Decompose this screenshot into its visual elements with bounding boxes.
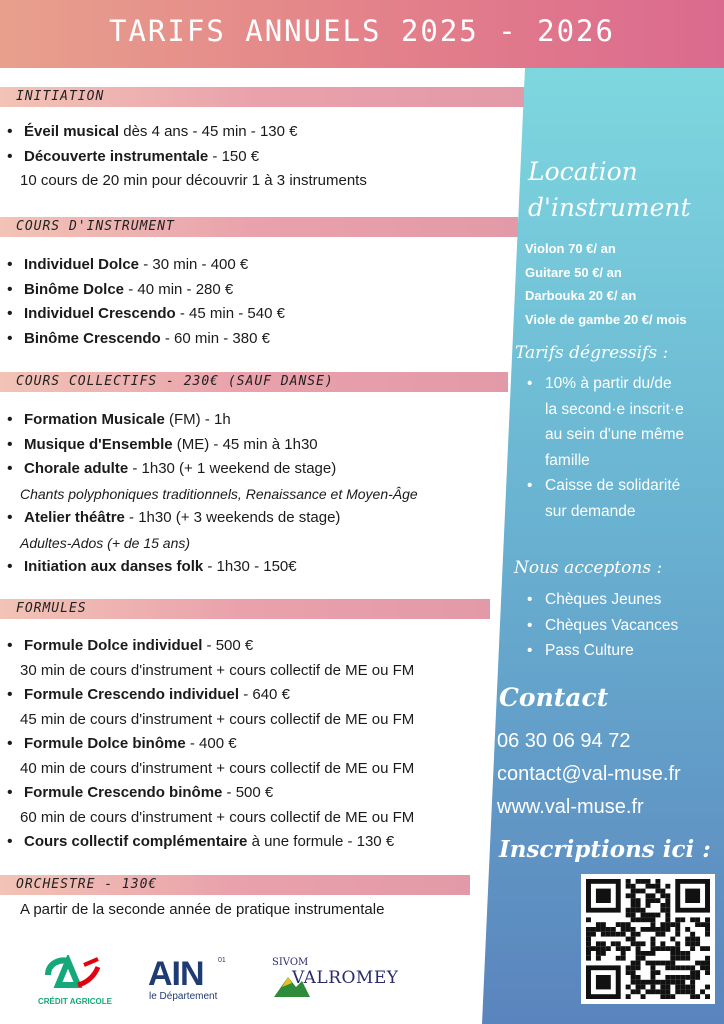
- list-item: • Musique d'Ensemble (ME) - 45 min à 1h30: [24, 433, 418, 458]
- list-item: • Atelier théâtre - 1h30 (+ 3 weekends de stage): [24, 506, 418, 531]
- ain-subtext: le Département: [149, 991, 218, 1002]
- list-item: • Individuel Dolce - 30 min - 400 €: [24, 253, 285, 278]
- section-bar-cours-collectifs: [0, 372, 508, 392]
- sivom-big-text: VALROMEY: [292, 968, 399, 988]
- list-item-note: Chants polyphoniques traditionnels, Renaissance et Moyen-Âge: [20, 485, 418, 502]
- list-item: • Formule Dolce binôme - 400 €: [24, 732, 414, 757]
- contact-email[interactable]: contact@val-muse.fr: [497, 763, 681, 785]
- credit-agricole-text: CRÉDIT AGRICOLE: [38, 997, 112, 1006]
- credit-agricole-logo: [38, 955, 118, 1005]
- list-item: Guitare 50 €/ an: [525, 264, 622, 280]
- ain-logo: [148, 955, 238, 1005]
- qr-code-icon: [586, 879, 710, 999]
- cours-collectifs-list: [20, 408, 418, 580]
- list-item-note: 30 min de cours d'instrument + cours collectif de ME ou FM: [20, 661, 415, 679]
- list-item: • 10% à partir du/de la second·e inscrit·e au sein d'une même famille: [522, 371, 684, 473]
- list-item-note: 40 min de cours d'instrument + cours collectif de ME ou FM: [20, 759, 415, 777]
- list-item: • Découverte instrumentale - 150 €: [24, 145, 367, 170]
- list-item: • Chèques Jeunes: [522, 587, 678, 613]
- list-item: • Pass Culture: [522, 638, 678, 664]
- list-item-note: 60 min de cours d'instrument + cours collectif de ME ou FM: [20, 808, 415, 826]
- sivom-valromey-logo: [272, 955, 399, 1005]
- list-item-note: 10 cours de 20 min pour découvrir 1 à 3 instruments: [20, 172, 367, 189]
- contact-phone[interactable]: 06 30 06 94 72: [497, 730, 631, 752]
- list-item: • Chèques Vacances: [522, 613, 678, 639]
- ain-text: AIN: [148, 955, 204, 993]
- rental-list: [525, 237, 687, 331]
- contact-title: Contact: [499, 683, 609, 712]
- formules-list: [20, 634, 415, 855]
- list-item: • Éveil musical dès 4 ans - 45 min - 130 €: [24, 120, 367, 145]
- section-bar-cours-instrument: [0, 217, 518, 237]
- section-title-initiation: INITIATION: [16, 89, 105, 104]
- ain-sup: 01: [218, 957, 226, 964]
- list-item: • Formule Dolce individuel - 500 €: [24, 634, 414, 659]
- header-banner: [0, 0, 724, 68]
- section-bar-formules: [0, 599, 490, 619]
- list-item: • Cours collectif complémentaire à une formule - 130 €: [24, 830, 414, 855]
- credit-agricole-icon: [38, 955, 118, 991]
- section-title-cours-instrument: COURS D'INSTRUMENT: [16, 219, 175, 234]
- list-item: • Formule Crescendo binôme - 500 €: [24, 781, 414, 806]
- degressive-list: [522, 371, 684, 524]
- degressive-title: Tarifs dégressifs :: [515, 343, 669, 363]
- list-item-note: Adultes-Ados (+ de 15 ans): [20, 534, 191, 551]
- sivom-small-text: SIVOM: [272, 957, 309, 968]
- list-item-note: 45 min de cours d'instrument + cours collectif de ME ou FM: [20, 710, 415, 728]
- section-title-formules: FORMULES: [16, 601, 87, 616]
- list-item: • Individuel Crescendo - 45 min - 540 €: [24, 302, 285, 327]
- list-item: • Formation Musicale (FM) - 1h: [24, 408, 418, 433]
- section-title-orchestre: ORCHESTRE - 130€: [16, 877, 158, 892]
- list-item: Darbouka 20 €/ an: [525, 288, 637, 303]
- list-item: • Caisse de solidarité sur demande: [522, 473, 684, 524]
- section-bar-initiation: [0, 87, 524, 107]
- section-title-cours-collectifs: COURS COLLECTIFS - 230€ (SAUF DANSE): [16, 374, 334, 389]
- list-item: • Initiation aux danses folk - 1h30 - 150€: [24, 555, 418, 580]
- list-item: • Binôme Dolce - 40 min - 280 €: [24, 278, 285, 303]
- orchestre-text: A partir de la seconde année de pratique instrumentale: [20, 901, 385, 918]
- list-item: • Binôme Crescendo - 60 min - 380 €: [24, 327, 285, 352]
- section-bar-orchestre: [0, 875, 470, 895]
- list-item: • Chorale adulte - 1h30 (+ 1 weekend de stage): [24, 457, 418, 482]
- accept-list: [522, 587, 678, 664]
- page-title: TARIFS ANNUELS 2025 - 2026: [109, 14, 615, 48]
- list-item: Violon 70 €/ an: [525, 241, 616, 256]
- qr-code[interactable]: [581, 874, 715, 1004]
- accept-title: Nous acceptons :: [514, 558, 663, 578]
- inscriptions-title: Inscriptions ici :: [499, 836, 711, 863]
- list-item: Viole de gambe 20 €/ mois: [525, 311, 687, 327]
- cours-instrument-list: [24, 253, 285, 351]
- contact-website[interactable]: www.val-muse.fr: [497, 796, 644, 818]
- list-item: • Formule Crescendo individuel - 640 €: [24, 683, 414, 708]
- location-title: Location d'instrument: [528, 157, 691, 222]
- initiation-list: [20, 120, 367, 194]
